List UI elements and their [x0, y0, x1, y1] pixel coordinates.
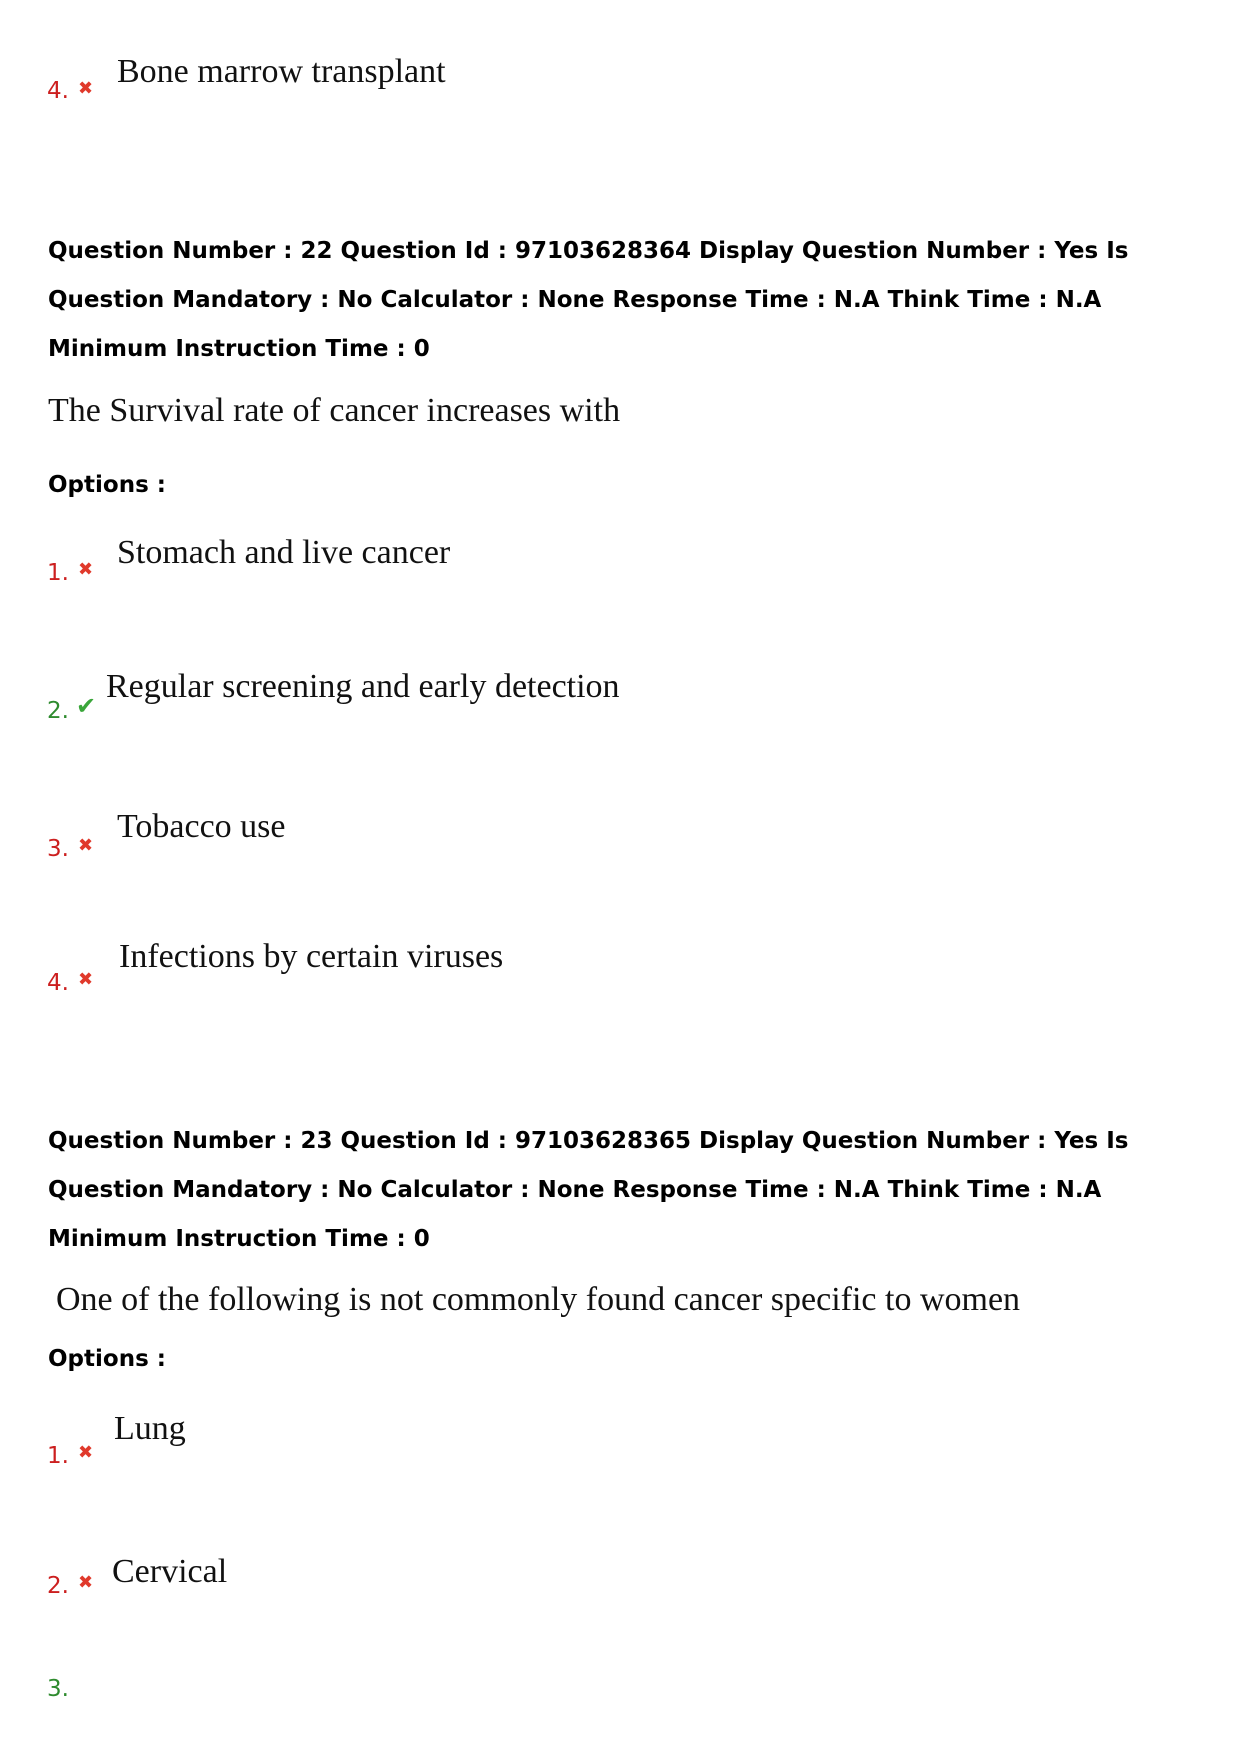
options-label: Options :: [48, 472, 166, 498]
question-meta: Question Number : 23 Question Id : 97103628365 Display Question Number : Yes Is Question Mandatory : No Calculator : None Response Time : N.A Think Time : N.A Minimum Instruction Time : 0: [48, 1128, 1129, 1252]
option-number: 2.: [47, 1573, 69, 1599]
option-text: Stomach and live cancer: [117, 534, 451, 571]
option-text: Tobacco use: [117, 808, 286, 845]
option-number: 4.: [47, 78, 69, 104]
option-text: Infections by certain viruses: [119, 938, 504, 975]
option-number: 2.: [47, 698, 69, 724]
option-number: 4.: [47, 970, 69, 996]
option-number: 1.: [47, 560, 69, 586]
cross-icon: ✖: [78, 78, 94, 99]
option-text: Cervical: [112, 1553, 228, 1590]
option-text: Regular screening and early detection: [106, 668, 620, 705]
option-text: Lung: [114, 1410, 186, 1447]
cross-icon: ✖: [78, 1572, 94, 1593]
question-text: One of the following is not commonly found cancer specific to women: [56, 1281, 1021, 1318]
option-text: Bone marrow transplant: [117, 53, 446, 90]
cross-icon: ✖: [78, 969, 94, 990]
option-number: 3.: [47, 836, 69, 862]
options-label: Options :: [48, 1346, 166, 1372]
question-meta: Question Number : 22 Question Id : 97103628364 Display Question Number : Yes Is Question Mandatory : No Calculator : None Response Time : N.A Think Time : N.A Minimum Instruction Time : 0: [48, 238, 1129, 362]
option-number: 3.: [47, 1676, 69, 1702]
cross-icon: ✖: [78, 835, 94, 856]
option-number: 1.: [47, 1443, 69, 1469]
cross-icon: ✖: [78, 1442, 94, 1463]
cross-icon: ✖: [78, 559, 94, 580]
question-text: The Survival rate of cancer increases with: [48, 392, 621, 429]
checkmark-icon: ✔: [76, 692, 97, 720]
